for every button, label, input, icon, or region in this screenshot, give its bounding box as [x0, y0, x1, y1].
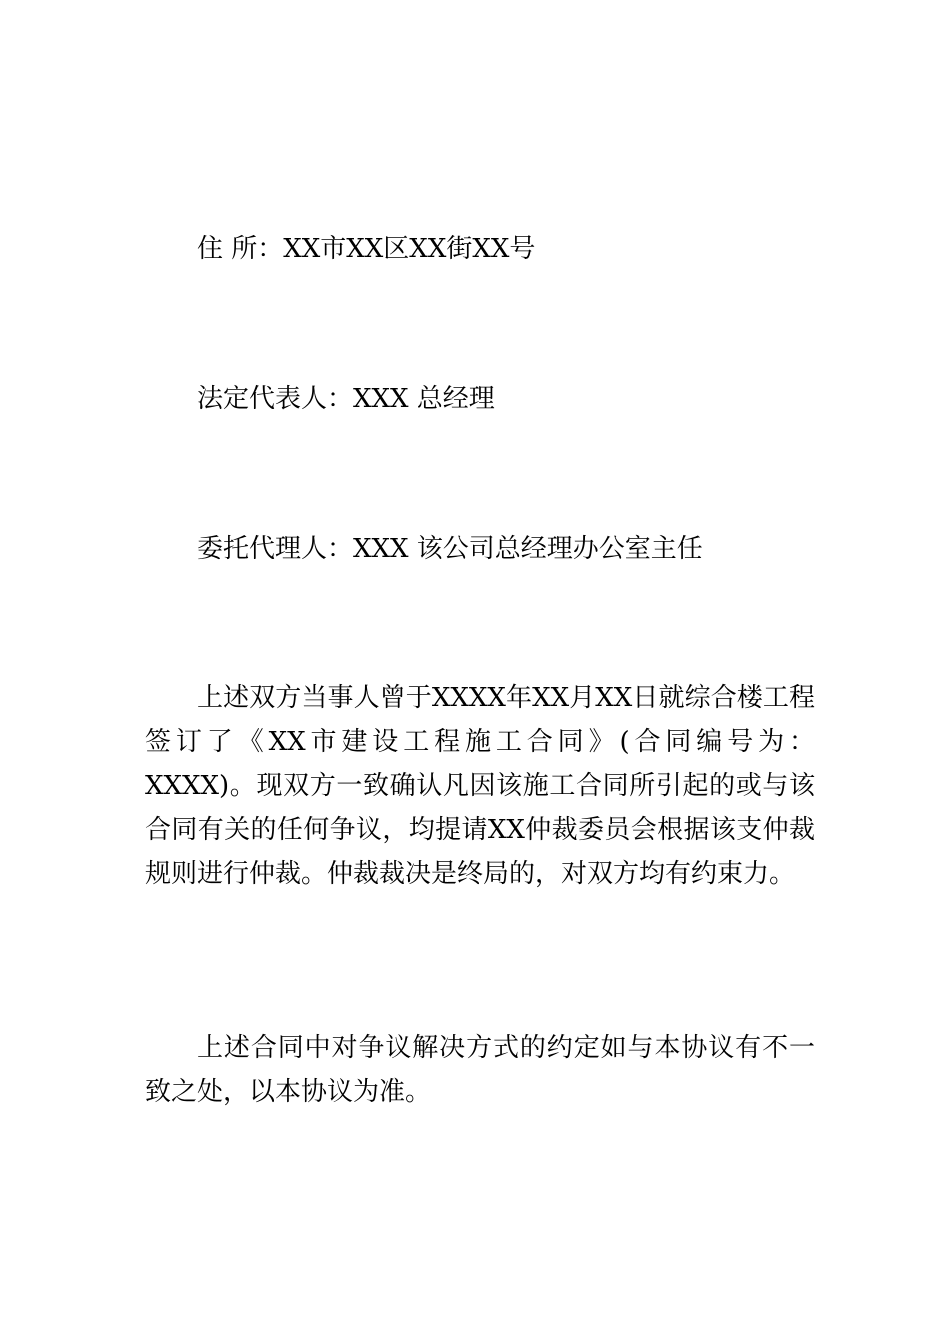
legal-representative-line: 法定代表人：XXX 总经理: [197, 384, 495, 414]
arbitration-paragraph: 上述双方当事人曾于XXXX年XX月XX日就综合楼工程签订了《XX市建设工程施工合同》(合同编号为：XXXX)。现双方一致确认凡因该施工合同所引起的或与该合同有关的任何争议，均提请XX仲裁委员会根据该支仲裁规则进行仲裁。仲裁裁决是终局的，对双方均有约束力。: [145, 683, 815, 889]
authorized-agent-line: 委托代理人：XXX 该公司总经理办公室主任: [197, 534, 703, 564]
precedence-paragraph: 上述合同中对争议解决方式的约定如与本协议有不一致之处，以本协议为准。: [145, 1033, 815, 1107]
address-line: 住 所：XX市XX区XX街XX号: [197, 234, 536, 264]
